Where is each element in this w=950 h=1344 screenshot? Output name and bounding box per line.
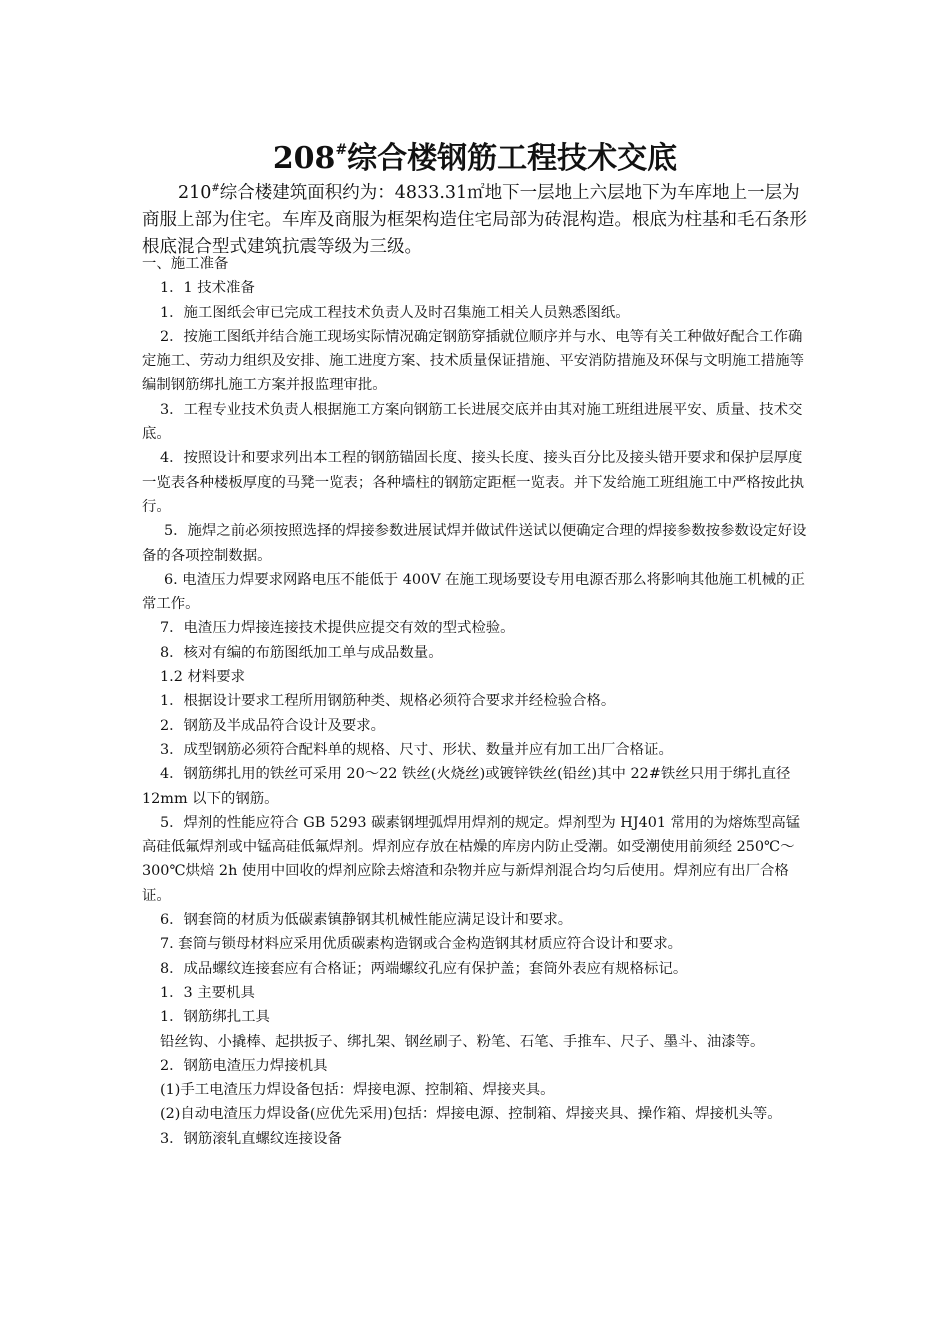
title-text: 综合楼钢筋工程技术交底 <box>347 141 678 176</box>
paragraph: 4．按照设计和要求列出本工程的钢筋锚固长度、接头长度、接头百分比及接头错开要求和保护层厚度一览表各种楼板厚度的马凳一览表；各种墙柱的钢筋定距框一览表。并下发给施工班组施工中严格按此执行。 <box>142 450 804 515</box>
paragraph: 2．按施工图纸并结合施工现场实际情况确定钢筋穿插就位顺序并与水、电等有关工种做好配合工作确定施工、劳动力组织及安排、施工进度方案、技术质量保证措施、平安消防措施及环保与文明施工措施等编制钢筋绑扎施工方案并报监理审批。 <box>142 328 804 394</box>
subsection-heading: 1．1 技术准备 <box>160 280 255 297</box>
intro-paragraph: 210#综合楼建筑面积约为：4833.31㎡地下一层地上六层地下为车库地上一层为商服上部为住宅。车库及商服为框架构造住宅局部为砖混构造。根底为柱基和毛石条形根底混合型式建筑抗震等级为三级。 <box>142 182 807 257</box>
document-title <box>0 130 950 179</box>
paragraph: 8．核对有编的布筋图纸加工单与成品数量。 <box>160 644 443 661</box>
paragraph: 4．钢筋绑扎用的铁丝可采用 20～22 铁丝(火烧丝)或镀锌铁丝(铅丝)其中 22#铁丝只用于绑扎直径 12mm 以下的钢筋。 <box>142 766 791 807</box>
paragraph: 2．钢筋及半成品符合设计及要求。 <box>160 717 386 734</box>
paragraph: 7．电渣压力焊接连接技术提供应提交有效的型式检验。 <box>160 620 515 637</box>
paragraph: 5．施焊之前必须按照选择的焊接参数进展试焊并做试件送试以便确定合理的焊接参数按参数设定好设备的各项控制数据。 <box>142 523 807 564</box>
paragraph: (2)自动电渣压力焊设备(应优先采用)包括：焊接电源、控制箱、焊接夹具、操作箱、焊接机头等。 <box>160 1106 782 1123</box>
title-sup: # <box>335 142 348 158</box>
paragraph: 3．钢筋滚轧直螺纹连接设备 <box>160 1130 342 1147</box>
paragraph: 5．焊剂的性能应符合 GB 5293 碳素钢埋弧焊用焊剂的规定。焊剂型为 HJ401 常用的为熔炼型高锰高硅低氟焊剂或中锰高硅低氟焊剂。焊剂应存放在枯燥的库房内防止受潮。如受潮使用前须经 250℃～300℃烘焙 2h 使用中回收的焊剂应除去熔渣和杂物并应与新焊剂混合均匀后使用。焊剂应有出厂合格证。 <box>142 814 801 904</box>
paragraph: 3．工程专业技术负责人根据施工方案向钢筋工长进展交底并由其对施工班组进展平安、质量、技术交底。 <box>142 401 803 443</box>
title-number: 208 <box>272 141 336 176</box>
paragraph: 6．钢套筒的材质为低碳素镇静钢其机械性能应满足设计和要求。 <box>160 912 573 929</box>
paragraph: (1)手工电渣压力焊设备包括：焊接电源、控制箱、焊接夹具。 <box>160 1082 555 1099</box>
paragraph: 3．成型钢筋必须符合配料单的规格、尺寸、形状、数量并应有加工出厂合格证。 <box>160 741 673 758</box>
paragraph: 1．根据设计要求工程所用钢筋种类、规格必须符合要求并经检验合格。 <box>160 693 616 710</box>
document-body <box>142 252 812 1151</box>
paragraph: 6. 电渣压力焊要求网路电压不能低于 400V 在施工现场要设专用电源否那么将影响其他施工机械的正常工作。 <box>142 571 805 613</box>
paragraph: 1．施工图纸会审已完成工程技术负责人及时召集施工相关人员熟悉图纸。 <box>160 304 630 321</box>
paragraph: 8．成品螺纹连接套应有合格证；两端螺纹孔应有保护盖；套筒外表应有规格标记。 <box>160 960 688 977</box>
subsection-heading: 1．3 主要机具 <box>160 984 255 1001</box>
subsection-heading: 1.2 材料要求 <box>160 669 246 686</box>
paragraph: 7. 套筒与锁母材料应采用优质碳素构造钢或合金构造钢其材质应符合设计和要求。 <box>160 936 682 953</box>
section-heading: 一、施工准备 <box>142 256 229 272</box>
paragraph: 1．钢筋绑扎工具 <box>160 1009 270 1026</box>
paragraph: 铅丝钩、小撬棒、起拱扳子、绑扎架、钢丝刷子、粉笔、石笔、手推车、尺子、墨斗、油漆等。 <box>160 1033 765 1050</box>
paragraph: 2．钢筋电渣压力焊接机具 <box>160 1057 328 1074</box>
